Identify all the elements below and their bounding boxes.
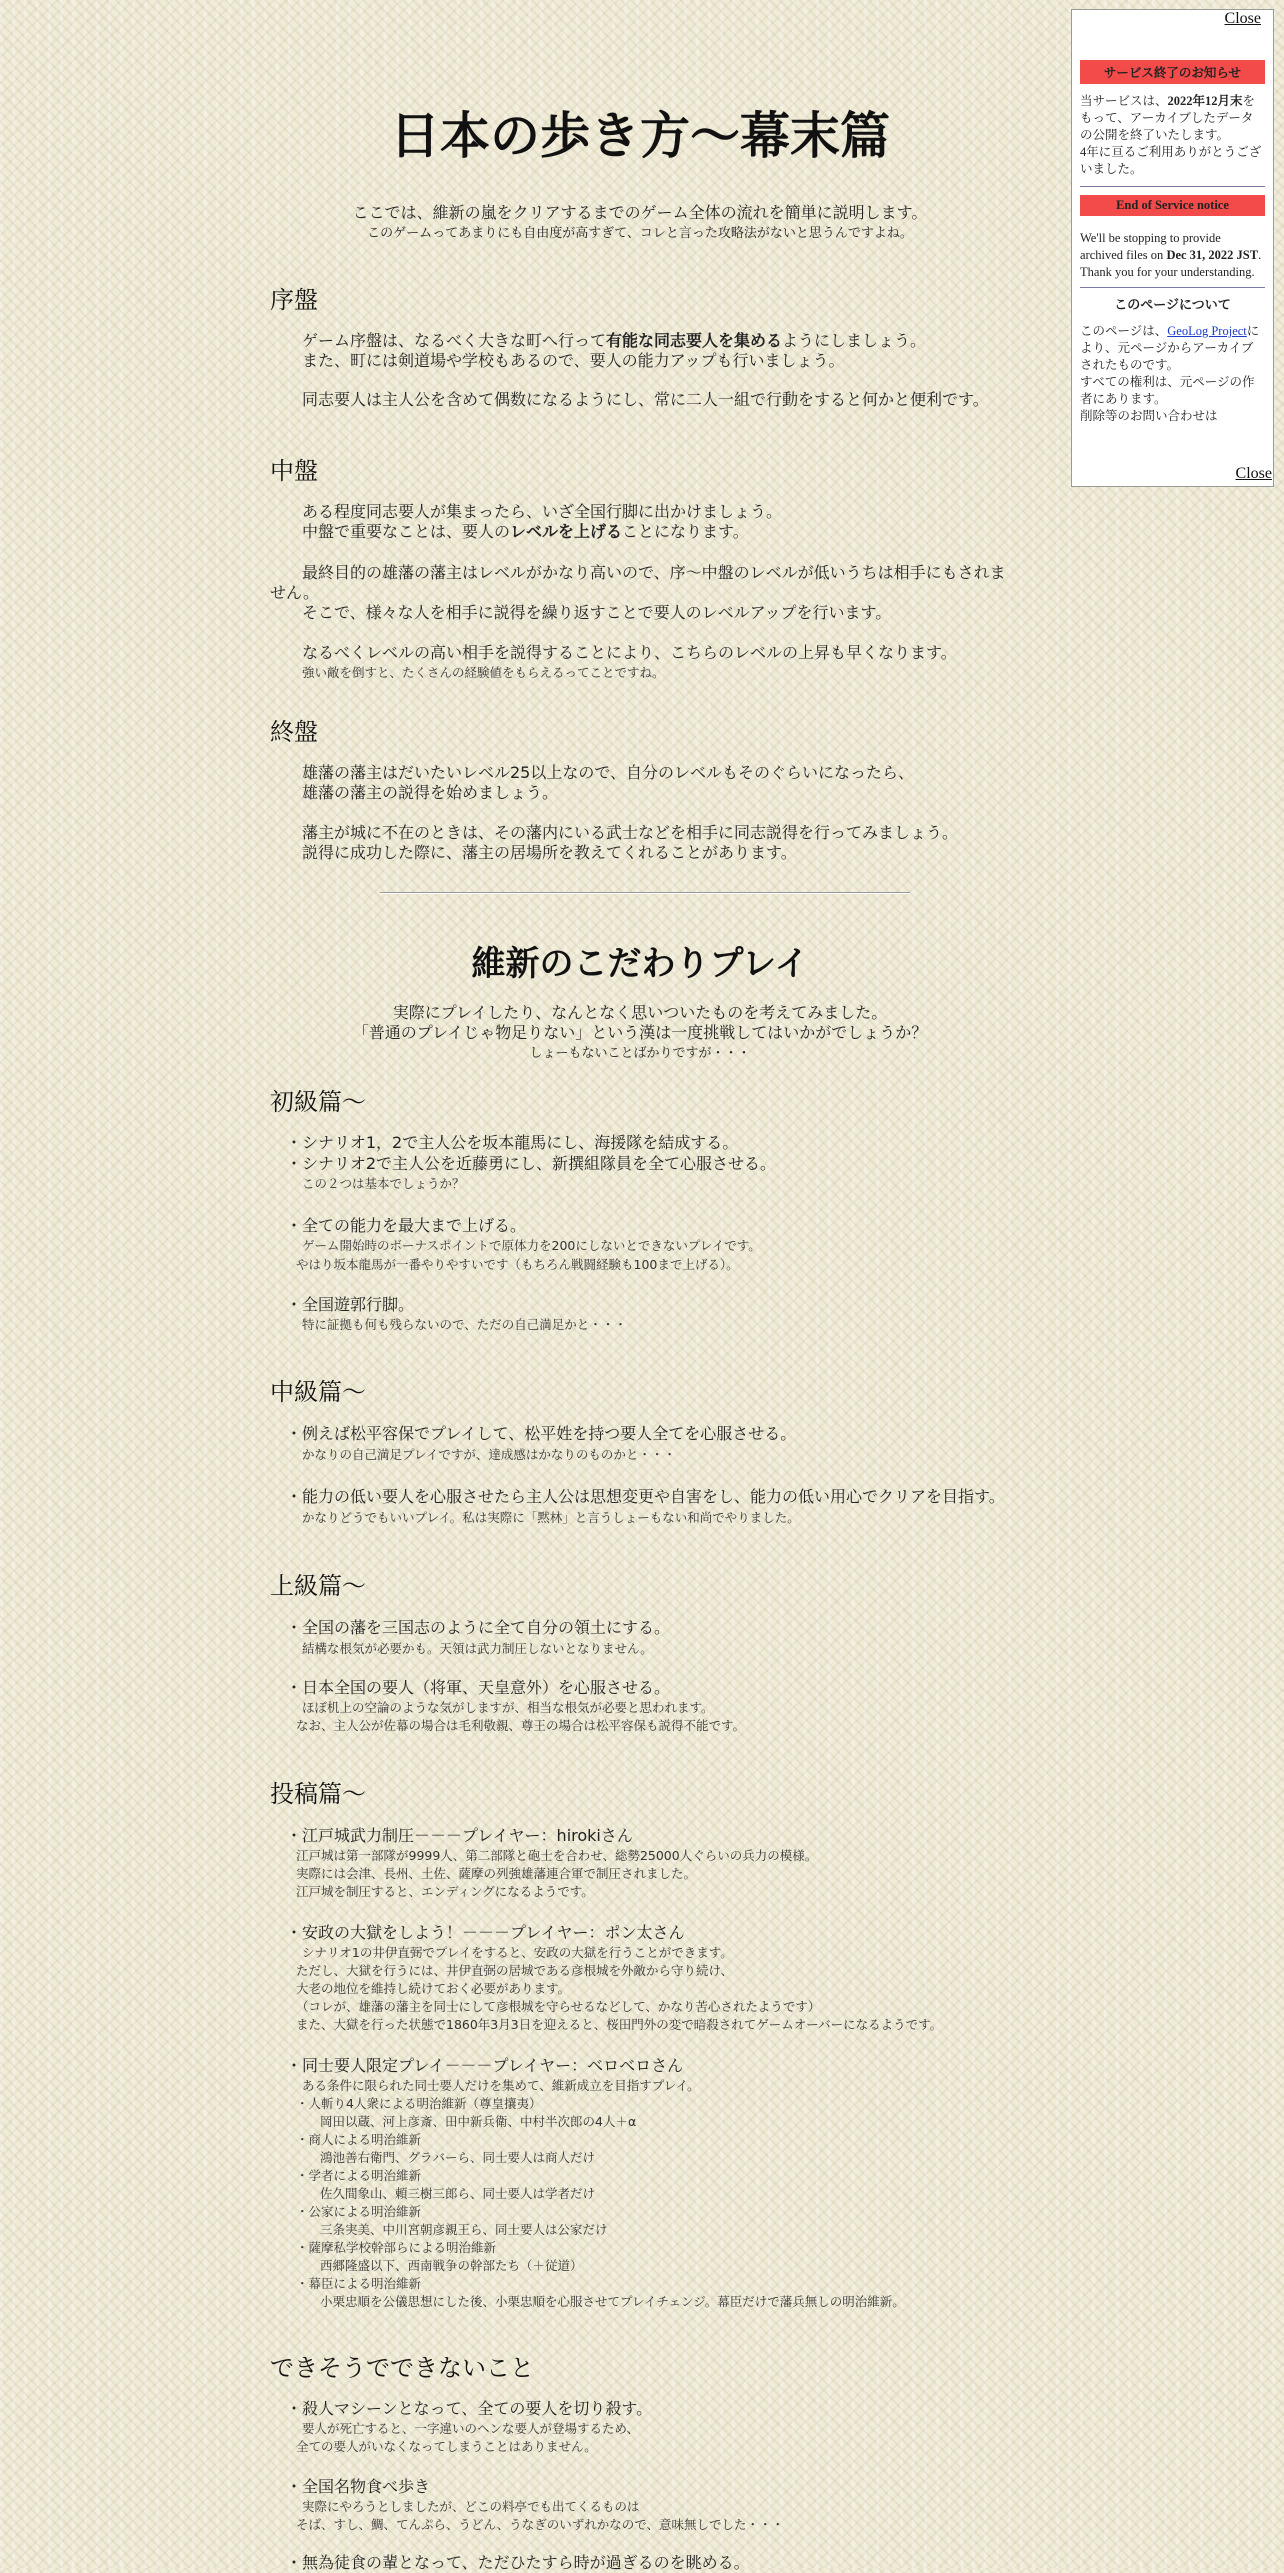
list-note: 岡田以蔵、河上彦斎、田中新兵衛、中村半次郎の4人＋α [320, 2114, 637, 2129]
early-line-3: 同志要人は主人公を含めて偶数になるようにし、常に二人一組で行動をすると何かと便利です。 [302, 390, 989, 409]
late-line-3: 藩主が城に不在のときは、その藩内にいる武士などを相手に同志説得を行ってみましょう。 [302, 823, 959, 842]
section-heading-mid: 中盤 [270, 457, 318, 485]
list-note: シナリオ1の井伊直弼でプレイをすると、安政の大獄を行うことができます。 [302, 1945, 733, 1960]
list-note: ・学者による明治維新 [296, 2168, 422, 2183]
section-heading-posted: 投稿篇～ [270, 1780, 366, 1808]
late-line-1: 雄藩の藩主はだいたいレベル25以上なので、自分のレベルもそのぐらいになったら、 [302, 763, 915, 782]
list-item: ・全国の藩を三国志のように全て自分の領土にする。 [286, 1618, 671, 1637]
list-note: 江戸城は第一部隊が9999人、第二部隊と砲士を合わせ、総勢25000人ぐらいの兵力の模様。 [296, 1848, 818, 1863]
list-note: ・商人による明治維新 [296, 2132, 422, 2147]
list-item: ・全ての能力を最大まで上げる。 [286, 1216, 527, 1235]
list-note: （コレが、雄藩の藩主を同士にして彦根城を守らせるなどして、かなり苦心されたようです） [296, 1999, 821, 2014]
section-divider [380, 892, 910, 894]
list-note: ただし、大獄を行うには、井伊直弼の居城である彦根城を外敵から守り続け、 [296, 1963, 734, 1978]
list-item: ・安政の大獄をしよう！－－－プレイヤー：ポン太さん [286, 1923, 685, 1942]
mid-line-5: なるべくレベルの高い相手を説得することにより、こちらのレベルの上昇も早くなります。 [302, 643, 957, 662]
about-text: このページは、GeoLog Projectにより、元ページからアーカイブされたものです。 すべての権利は、元ページの作者にあります。 削除等のお問い合わせは [1080, 324, 1260, 423]
close-button-bottom[interactable]: Close [1235, 465, 1272, 482]
geolog-link[interactable]: GeoLog Project [1167, 324, 1247, 338]
mid-line-3: 最終目的の雄藩の藩主はレベルがかなり高いので、序～中盤のレベルが低いうちは相手にもされま [302, 563, 1006, 582]
notice-text-jp: 当サービスは、2022年12月末をもって、アーカイブしたデータの公開を終了いたします。 4年に亘るご利用ありがとうございました。 [1080, 94, 1262, 176]
section-heading-intermediate: 中級篇～ [270, 1378, 366, 1406]
list-note: 西郷隆盛以下、西南戦争の幹部たち（＋従道） [320, 2258, 583, 2273]
list-note: 結構な根気が必要かも。天領は武力制圧しないとなりません。 [302, 1641, 653, 1656]
section-heading-beginner: 初級篇～ [270, 1088, 366, 1116]
list-note: 小栗忠順を公儀思想にした後、小栗忠順を心服させてプレイチェンジ。幕臣だけで藩兵無しの明治維新。 [320, 2294, 905, 2309]
list-item: ・同士要人限定プレイ－－－プレイヤー：ベロベロさん [286, 2056, 684, 2075]
list-note: ・人斬り4人衆による明治維新（尊皇攘夷） [296, 2096, 542, 2111]
list-note: 佐久間象山、頼三樹三郎ら、同士要人は学者だけ [320, 2186, 596, 2201]
list-note: ・公家による明治維新 [296, 2204, 422, 2219]
list-note: かなりどうでもいいプレイ。私は実際に「黙林」と言うしょーもない和尚でやりました。 [302, 1510, 800, 1525]
list-note: 江戸城を制圧すると、エンディングになるようです。 [296, 1884, 594, 1899]
section-heading-late: 終盤 [270, 718, 318, 746]
play-heading: 維新のこだわりプレイ [471, 944, 809, 984]
service-notice-panel [1071, 9, 1274, 487]
list-item: ・殺人マシーンとなって、全ての要人を切り殺す。 [286, 2399, 653, 2418]
list-item: ・シナリオ1，2で主人公を坂本龍馬にし、海援隊を結成する。 [286, 1133, 739, 1152]
list-item: ・例えば松平容保でプレイして、松平姓を持つ要人全てを心服させる。 [286, 1424, 797, 1443]
close-button-top[interactable]: Close [1224, 10, 1261, 27]
list-note: ほぼ机上の空論のような気がしますが、相当な根気が必要と思われます。 [302, 1700, 714, 1715]
list-item: ・江戸城武力制圧－－－プレイヤー：hirokiさん [286, 1826, 633, 1845]
mid-line-4: そこで、様々な人を相手に説得を繰り返すことで要人のレベルアップを行います。 [302, 603, 892, 622]
list-note: また、大獄を行った状態で1860年3月3日を迎えると、桜田門外の変で暗殺されてゲームオーバーになるようです。 [296, 2017, 943, 2032]
mid-note: 強い敵を倒すと、たくさんの経験値をもらえるってことですね。 [302, 665, 665, 680]
list-note: 特に証拠も何も残らないので、ただの自己満足かと・・・ [302, 1317, 627, 1332]
list-note: 全ての要人がいなくなってしまうことはありません。 [296, 2439, 597, 2454]
mid-line-1: ある程度同志要人が集まったら、いざ全国行脚に出かけましょう。 [302, 502, 783, 521]
list-item: ・日本全国の要人（将軍、天皇意外）を心服させる。 [286, 1678, 671, 1697]
notice-text-en: We'll be stopping to provide archived files on Dec 31, 2022 JST. Thank you for your understanding. [1080, 231, 1262, 279]
list-note: そば、すし、鯛、てんぷら、うどん、うなぎのいずれかなので、意味無しでした・・・ [296, 2517, 785, 2532]
mid-line-2: 中盤で重要なことは、要人のレベルを上げることになります。 [302, 522, 749, 541]
notice-header-en: End of Service notice [1080, 195, 1265, 216]
late-line-4: 説得に成功した際に、藩主の居場所を教えてくれることがあります。 [302, 843, 797, 862]
list-note: 要人が死亡すると、一字違いのヘンな要人が登場するため、 [302, 2421, 640, 2436]
list-note: この２つは基本でしょうか？ [302, 1176, 465, 1191]
late-line-2: 雄藩の藩主の説得を始めましょう。 [302, 783, 559, 802]
section-heading-early: 序盤 [270, 286, 318, 314]
list-item: ・全国遊郭行脚。 [286, 1295, 415, 1314]
list-note: ・幕臣による明治維新 [296, 2276, 422, 2291]
list-note: ・薩摩私学校幹部らによる明治維新 [296, 2240, 497, 2255]
list-item: ・シナリオ2で主人公を近藤勇にし、新撰組隊員を全て心服させる。 [286, 1154, 777, 1173]
notice-header-jp: サービス終了のお知らせ [1080, 60, 1265, 84]
list-note: かなりの自己満足プレイですが、達成感はかなりのものかと・・・ [302, 1447, 676, 1462]
page-title: 日本の歩き方～幕末篇 [390, 107, 890, 165]
early-line-2: また、町には剣道場や学校もあるので、要人の能力アップも行いましょう。 [302, 351, 845, 370]
play-intro-1: 実際にプレイしたり、なんとなく思いついたものを考えてみました。 [392, 1003, 888, 1022]
list-item: ・能力の低い要人を心服させたら主人公は思想変更や自害をし、能力の低い用心でクリアを目指す。 [286, 1487, 1005, 1506]
intro-note: このゲームってあまりにも自由度が高すぎて、コレと言った攻略法がないと思うんですよね。 [367, 226, 913, 241]
mid-line-3-wrap: せん。 [270, 583, 319, 602]
list-note: やはり坂本龍馬が一番やりやすいです（もちろん戦闘経験も100まで上げる）。 [296, 1257, 739, 1272]
intro-text: ここでは、維新の嵐をクリアするまでのゲーム全体の流れを簡単に説明します。 [352, 203, 928, 222]
notice-divider [1080, 287, 1265, 288]
notice-divider [1080, 186, 1265, 187]
list-note: ゲーム開始時のボーナスポイントで原体力を200にしないとできないプレイです。 [302, 1238, 761, 1253]
list-note: 鴻池善右衛門、グラバーら、同士要人は商人だけ [320, 2150, 596, 2165]
about-header: このページについて [1114, 297, 1231, 312]
list-note: 実際には会津、長州、土佐、薩摩の列強雄藩連合軍で制圧されました。 [296, 1866, 697, 1881]
play-intro-2: 「普通のプレイじゃ物足りない」という漢は一度挑戦してはいかがでしょうか？ [352, 1023, 928, 1042]
list-note: 三条実美、中川宮朝彦親王ら、同士要人は公家だけ [320, 2222, 608, 2237]
list-note: ある条件に限られた同士要人だけを集めて、維新成立を目指すプレイ。 [302, 2078, 700, 2093]
list-note: 実際にやろうとしましたが、どこの料亭でも出てくるものは [302, 2499, 640, 2514]
list-item: ・無為徒食の輩となって、ただひたすら時が過ぎるのを眺める。 [286, 2553, 750, 2572]
list-note: なお、主人公が佐幕の場合は毛利敬親、尊王の場合は松平容保も説得不能です。 [296, 1718, 746, 1733]
early-line-1: ゲーム序盤は、なるべく大きな町へ行って有能な同志要人を集めるようにしましょう。 [302, 331, 927, 350]
list-item: ・全国名物食べ歩き [286, 2477, 431, 2496]
section-heading-advanced: 上級篇～ [270, 1572, 366, 1600]
play-intro-3: しょーもないことばかりですが・・・ [529, 1046, 751, 1061]
list-note: 大老の地位を維持し続けておく必要があります。 [296, 1981, 571, 1996]
section-heading-impossible: できそうでできないこと [270, 2354, 534, 2382]
